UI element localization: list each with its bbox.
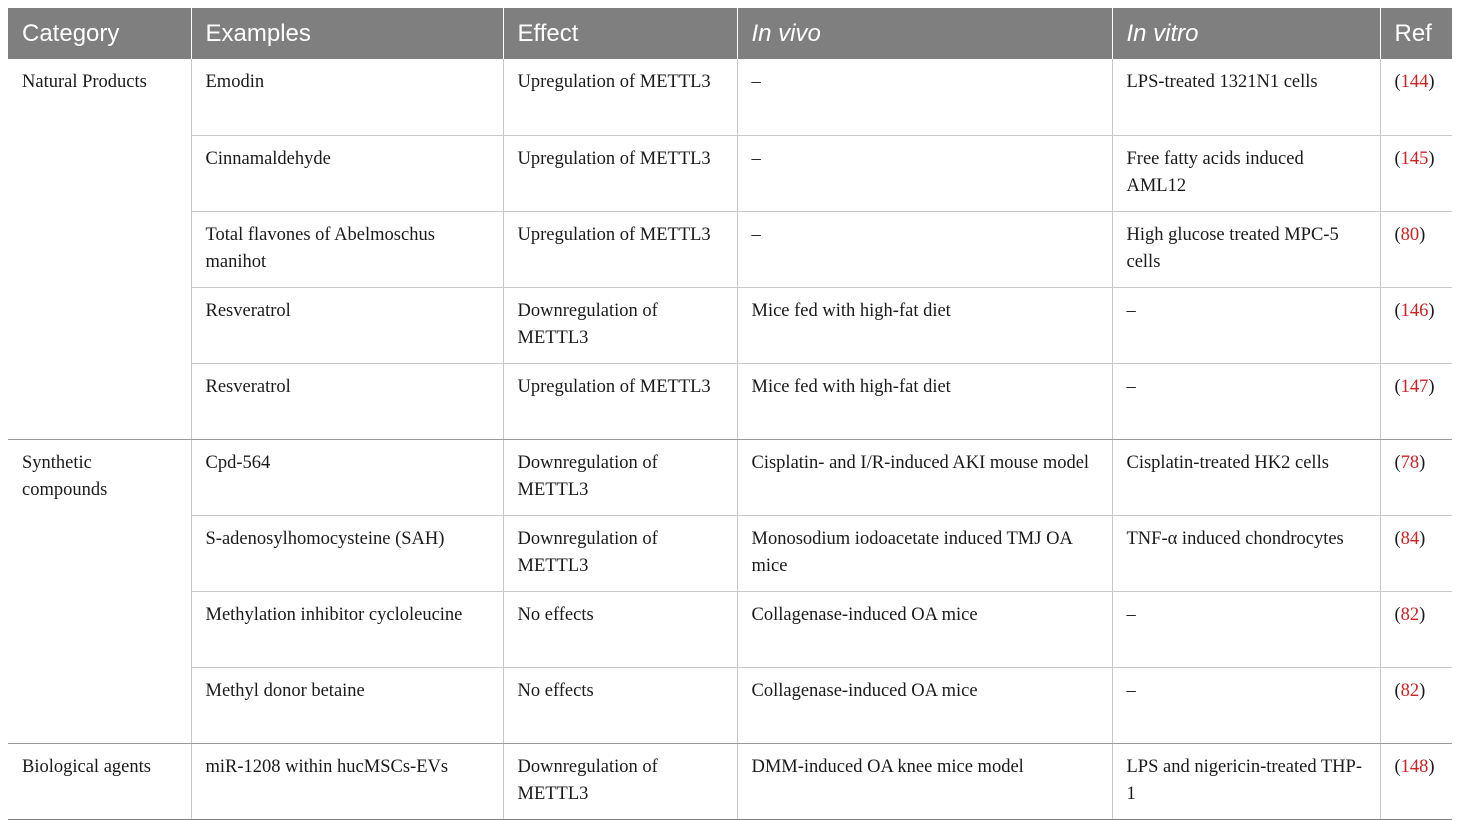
effect-cell: Upregulation of METTL3 bbox=[503, 363, 737, 439]
in-vivo-cell: Mice fed with high-fat diet bbox=[737, 287, 1112, 363]
ref-link[interactable]: 80 bbox=[1400, 224, 1420, 245]
ref-cell: (147) bbox=[1380, 363, 1452, 439]
effect-cell: Upregulation of METTL3 bbox=[503, 211, 737, 287]
in-vivo-cell: – bbox=[737, 135, 1112, 211]
in-vivo-cell: Collagenase-induced OA mice bbox=[737, 667, 1112, 743]
ref-cell: (82) bbox=[1380, 591, 1452, 667]
ref-link[interactable]: 84 bbox=[1400, 528, 1420, 549]
effect-cell: Upregulation of METTL3 bbox=[503, 135, 737, 211]
column-header-in-vivo: In vivo bbox=[737, 8, 1112, 59]
ref-link[interactable]: 146 bbox=[1400, 300, 1429, 321]
example-cell: S-adenosylhomocysteine (SAH) bbox=[191, 515, 503, 591]
in-vitro-cell: – bbox=[1112, 591, 1380, 667]
ref-cell: (146) bbox=[1380, 287, 1452, 363]
category-cell: Biological agents bbox=[8, 743, 191, 819]
table-row bbox=[8, 439, 1452, 515]
ref-link[interactable]: 78 bbox=[1400, 452, 1420, 473]
header-row bbox=[8, 8, 1452, 59]
ref-link[interactable]: 144 bbox=[1400, 72, 1429, 92]
ref-cell: (144) bbox=[1380, 59, 1452, 135]
column-header-ref: Ref bbox=[1380, 8, 1452, 59]
example-cell: Resveratrol bbox=[191, 363, 503, 439]
example-cell: Total flavones of Abelmoschus manihot bbox=[191, 211, 503, 287]
in-vivo-cell: Cisplatin- and I/R-induced AKI mouse model bbox=[737, 439, 1112, 515]
in-vitro-cell: – bbox=[1112, 363, 1380, 439]
ref-cell: (145) bbox=[1380, 135, 1452, 211]
table-row bbox=[8, 743, 1452, 819]
ref-cell: (148) bbox=[1380, 743, 1452, 819]
in-vitro-cell: – bbox=[1112, 287, 1380, 363]
effect-cell: No effects bbox=[503, 591, 737, 667]
in-vivo-cell: – bbox=[737, 211, 1112, 287]
example-cell: Cpd-564 bbox=[191, 439, 503, 515]
category-cell: Synthetic compounds bbox=[8, 439, 191, 743]
in-vivo-cell: DMM-induced OA knee mice model bbox=[737, 743, 1112, 819]
table-row bbox=[8, 59, 1452, 135]
table-row bbox=[8, 211, 1452, 287]
example-cell: miR-1208 within hucMSCs-EVs bbox=[191, 743, 503, 819]
column-header-category: Category bbox=[8, 8, 191, 59]
effect-cell: Downregulation of METTL3 bbox=[503, 439, 737, 515]
in-vitro-cell: – bbox=[1112, 667, 1380, 743]
in-vitro-cell: LPS-treated 1321N1 cells bbox=[1112, 59, 1380, 135]
ref-cell: (80) bbox=[1380, 211, 1452, 287]
ref-link[interactable]: 82 bbox=[1400, 680, 1420, 701]
ref-cell: (78) bbox=[1380, 439, 1452, 515]
ref-link[interactable]: 147 bbox=[1400, 376, 1429, 397]
in-vitro-cell: High glucose treated MPC-5 cells bbox=[1112, 211, 1380, 287]
in-vitro-cell: Cisplatin-treated HK2 cells bbox=[1112, 439, 1380, 515]
column-header-examples: Examples bbox=[191, 8, 503, 59]
in-vivo-cell: Collagenase-induced OA mice bbox=[737, 591, 1112, 667]
ref-cell: (84) bbox=[1380, 515, 1452, 591]
table-row bbox=[8, 135, 1452, 211]
table-row bbox=[8, 591, 1452, 667]
in-vivo-cell: Mice fed with high-fat diet bbox=[737, 363, 1112, 439]
effect-cell: Downregulation of METTL3 bbox=[503, 743, 737, 819]
in-vitro-cell: TNF-α induced chondrocytes bbox=[1112, 515, 1380, 591]
in-vitro-cell: Free fatty acids induced AML12 bbox=[1112, 135, 1380, 211]
table-row bbox=[8, 287, 1452, 363]
in-vitro-cell: LPS and nigericin-treated THP-1 bbox=[1112, 743, 1380, 819]
in-vivo-cell: Monosodium iodoacetate induced TMJ OA mice bbox=[737, 515, 1112, 591]
category-cell: Natural Products bbox=[8, 59, 191, 439]
example-cell: Methyl donor betaine bbox=[191, 667, 503, 743]
column-header-effect: Effect bbox=[503, 8, 737, 59]
example-cell: Cinnamaldehyde bbox=[191, 135, 503, 211]
ref-link[interactable]: 145 bbox=[1400, 148, 1429, 169]
example-cell: Methylation inhibitor cycloleucine bbox=[191, 591, 503, 667]
example-cell: Emodin bbox=[191, 59, 503, 135]
example-cell: Resveratrol bbox=[191, 287, 503, 363]
data-table bbox=[8, 8, 1452, 820]
effect-cell: No effects bbox=[503, 667, 737, 743]
effect-cell: Downregulation of METTL3 bbox=[503, 515, 737, 591]
table-row bbox=[8, 515, 1452, 591]
column-header-in-vitro: In vitro bbox=[1112, 8, 1380, 59]
ref-link[interactable]: 82 bbox=[1400, 604, 1420, 625]
ref-link[interactable]: 148 bbox=[1400, 756, 1429, 777]
effect-cell: Upregulation of METTL3 bbox=[503, 59, 737, 135]
ref-cell: (82) bbox=[1380, 667, 1452, 743]
in-vivo-cell: – bbox=[737, 59, 1112, 135]
table-body bbox=[8, 59, 1452, 819]
table-row bbox=[8, 667, 1452, 743]
table-row bbox=[8, 363, 1452, 439]
effect-cell: Downregulation of METTL3 bbox=[503, 287, 737, 363]
